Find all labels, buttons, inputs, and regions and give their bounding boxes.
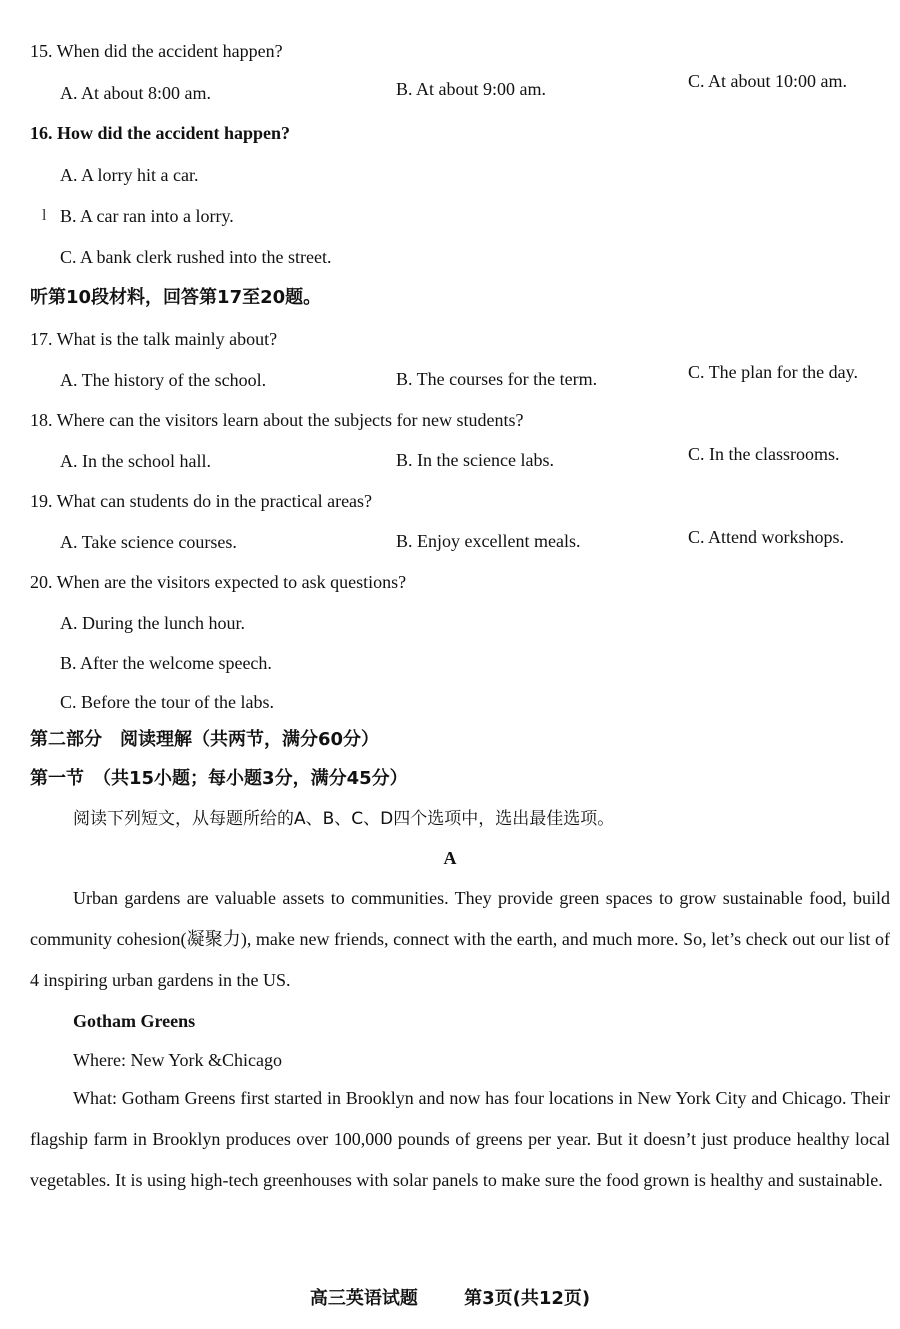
question-19-stem: 19. What can students do in the practical areas?: [30, 491, 373, 511]
footer-page-number: 第3页(共12页): [464, 1288, 591, 1309]
question-17-option-b: B. The courses for the term.: [396, 369, 598, 389]
question-16-stem: 16. How did the accident happen?: [30, 123, 291, 143]
question-18-option-c: C. In the classrooms.: [688, 444, 840, 464]
garden-name: Gotham Greens: [73, 1011, 196, 1031]
margin-mark: l: [42, 207, 47, 224]
question-20-option-b: B. After the welcome speech.: [60, 653, 272, 673]
question-20-option-c: C. Before the tour of the labs.: [60, 692, 274, 712]
passage-intro: Urban gardens are valuable assets to communities. They provide green spaces to grow sustainable food, build community cohesion(凝聚力), make new friends, connect with the earth, and much more. So, let’s check out our list of 4 inspiring urban gardens in the US.: [30, 888, 890, 990]
question-18-stem: 18. Where can the visitors learn about the subjects for new students?: [30, 410, 524, 430]
section-one-heading: 第一节 （共15小题；每小题3分，满分45分）: [30, 768, 408, 789]
question-18-option-a: A. In the school hall.: [60, 451, 211, 471]
question-17-stem: 17. What is the talk mainly about?: [30, 329, 278, 349]
question-16-option-b: B. A car ran into a lorry.: [60, 206, 234, 226]
page-footer: [0, 1284, 900, 1310]
question-19-option-a: A. Take science courses.: [60, 532, 237, 552]
question-15-option-c: C. At about 10:00 am.: [688, 71, 847, 91]
question-20-option-a: A. During the lunch hour.: [60, 613, 245, 633]
question-15-option-a: A. At about 8:00 am.: [60, 83, 211, 103]
reading-instruction: 阅读下列短文，从每题所给的A、B、C、D四个选项中，选出最佳选项。: [73, 809, 615, 829]
question-19-option-c: C. Attend workshops.: [688, 527, 845, 547]
part-two-heading: 第二部分 阅读理解（共两节，满分60分）: [30, 729, 380, 750]
question-15-stem: 15. When did the accident happen?: [30, 41, 283, 61]
footer-title: 高三英语试题: [309, 1288, 418, 1309]
question-17-option-c: C. The plan for the day.: [688, 362, 858, 382]
question-18-option-b: B. In the science labs.: [396, 450, 554, 470]
garden-what: What: Gotham Greens first started in Brooklyn and now has four locations in New York City and Chicago. Their flagship farm in Brooklyn produces over 100,000 pounds of greens per year. But it doesn’t just produce healthy local vegetables. It is using high-tech greenhouses with solar panels to make sure the food grown is healthy and sustainable.: [30, 1088, 890, 1190]
question-17-option-a: A. The history of the school.: [60, 370, 267, 390]
instruction-material-10: 听第10段材料，回答第17至20题。: [30, 287, 322, 308]
question-20-stem: 20. When are the visitors expected to ask questions?: [30, 572, 407, 592]
passage-label: A: [443, 848, 457, 868]
garden-where: Where: New York &Chicago: [73, 1050, 282, 1070]
question-16-option-a: A. A lorry hit a car.: [60, 165, 199, 185]
question-15-option-b: B. At about 9:00 am.: [396, 79, 546, 99]
question-16-option-c: C. A bank clerk rushed into the street.: [60, 247, 332, 267]
question-19-option-b: B. Enjoy excellent meals.: [396, 531, 581, 551]
